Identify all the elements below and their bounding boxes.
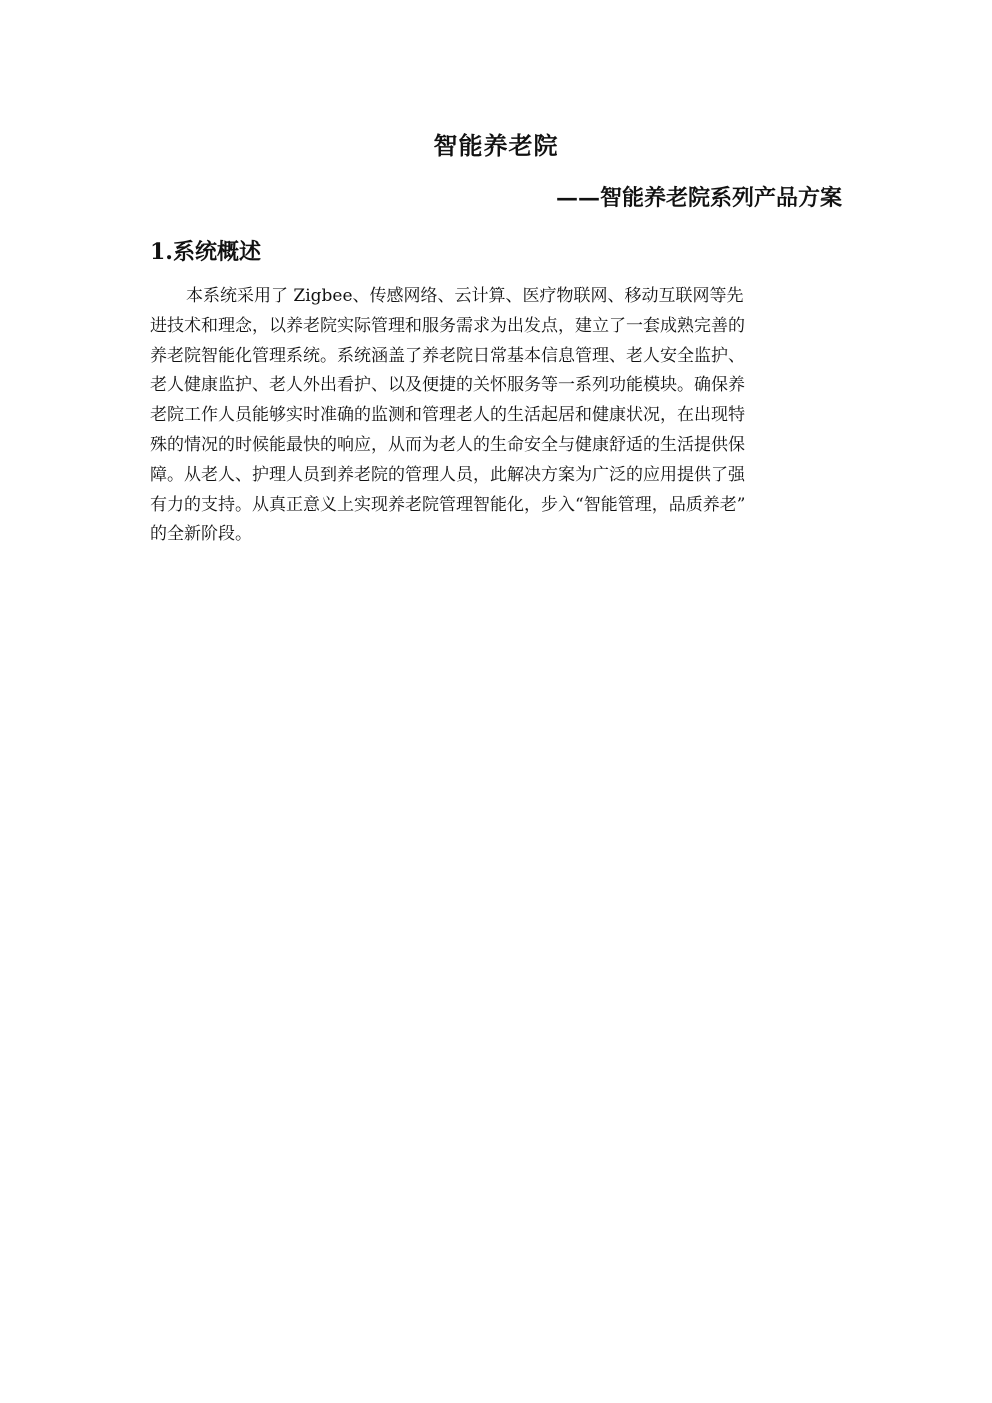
section-body <box>150 282 850 550</box>
paragraph-line: 老院工作人员能够实时准确的监测和管理老人的生活起居和健康状况，在出现特 <box>150 405 745 426</box>
paragraph-line: 殊的情况的时候能最快的响应，从而为老人的生命安全与健康舒适的生活提供保 <box>150 434 745 455</box>
document-title: 智能养老院 <box>433 131 559 160</box>
paragraph-line: 本系统采用了 Zigbee、传感网络、云计算、医疗物联网、移动互联网等先 <box>186 286 744 306</box>
document-subtitle: ——智能养老院系列产品方案 <box>555 185 842 211</box>
paragraph-line: 的全新阶段。 <box>150 524 252 545</box>
section-heading: 1.系统概述 <box>150 239 261 265</box>
paragraph-line: 老人健康监护、老人外出看护、以及便捷的关怀服务等一系列功能模块。确保养 <box>150 375 745 396</box>
paragraph-line: 有力的支持。从真正意义上实现养老院管理智能化，步入“智能管理，品质养老” <box>150 494 746 515</box>
paragraph-line: 进技术和理念，以养老院实际管理和服务需求为出发点，建立了一套成熟完善的 <box>150 315 745 336</box>
paragraph-line: 障。从老人、护理人员到养老院的管理人员，此解决方案为广泛的应用提供了强 <box>150 464 745 485</box>
paragraph-line: 养老院智能化管理系统。系统涵盖了养老院日常基本信息管理、老人安全监护、 <box>150 345 745 366</box>
